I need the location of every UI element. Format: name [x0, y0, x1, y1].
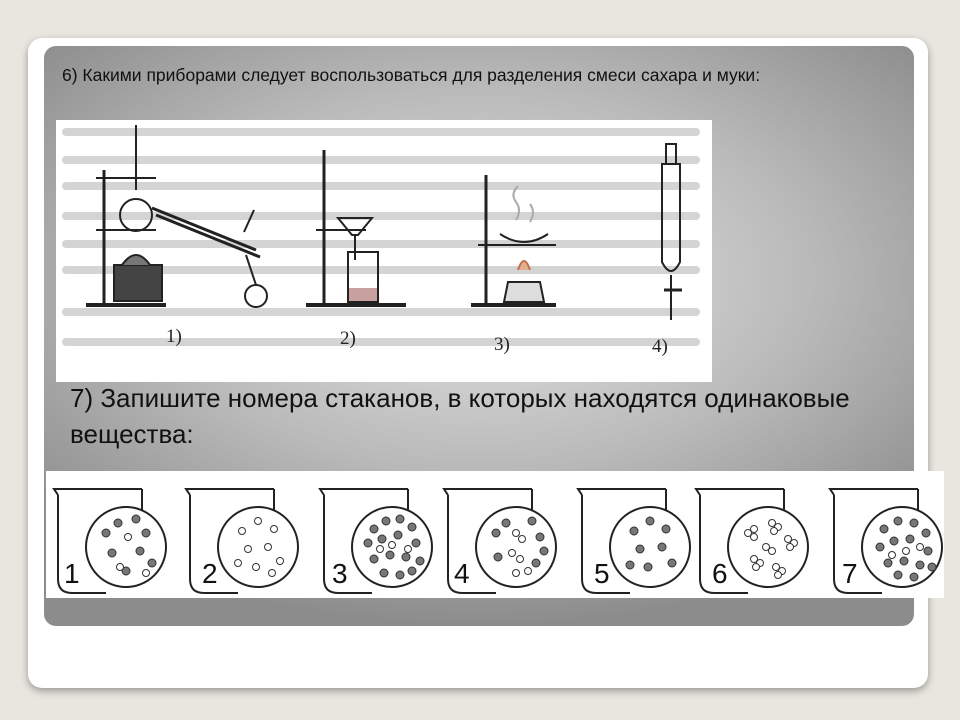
beaker-label-7: 7	[842, 558, 858, 589]
filtration-apparatus	[306, 150, 406, 305]
apparatus-figure	[56, 120, 712, 382]
beaker-label-4: 4	[454, 558, 470, 589]
background-text-artifacts	[66, 132, 696, 342]
apparatus-label-4: 4)	[652, 336, 668, 357]
apparatus-label-1: 1)	[166, 326, 182, 347]
question-7-text: 7) Запишите номера стаканов, в которых находятся одинаковые вещества:	[70, 383, 850, 449]
beaker-label-3: 3	[332, 558, 348, 589]
beaker-label-1: 1	[64, 558, 80, 589]
beaker-4	[444, 489, 556, 593]
question-6-text: 6) Какими приборами следует воспользоваться для разделения смеси сахара и муки:	[62, 65, 761, 85]
beaker-1	[54, 489, 166, 593]
beaker-label-6: 6	[712, 558, 728, 589]
beaker-5	[578, 489, 690, 593]
beaker-label-5: 5	[594, 558, 610, 589]
apparatus-label-3: 3)	[494, 334, 510, 355]
apparatus-label-2: 2)	[340, 328, 356, 349]
beaker-6	[696, 489, 808, 593]
apparatus-drawing	[56, 120, 712, 382]
beakers-drawing	[46, 471, 944, 598]
beaker-label-2: 2	[202, 558, 218, 589]
beaker-7	[830, 489, 942, 593]
beakers-figure	[46, 471, 944, 598]
beaker-2	[186, 489, 298, 593]
beaker-3	[320, 489, 432, 593]
separatory-funnel	[662, 144, 682, 320]
